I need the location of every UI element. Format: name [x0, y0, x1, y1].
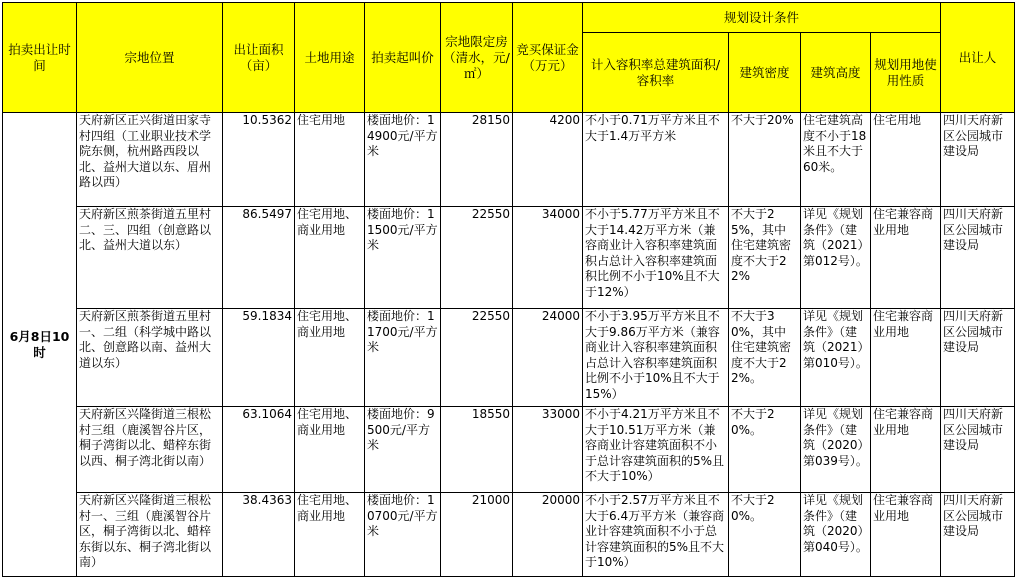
header-location: 宗地位置: [77, 3, 223, 113]
location-cell: 天府新区煎茶街道五里村一、二组（科学城中路以北、创意路以南、益州大道以东）: [77, 309, 223, 407]
nature-cell: 住宅兼容商业用地: [871, 309, 941, 407]
start-price-cell: 楼面地价：11500元/平方米: [365, 207, 441, 309]
usage-cell: 住宅用地: [295, 113, 365, 207]
limit-price-cell: 18550: [441, 407, 513, 493]
seller-cell: 四川天府新区公园城市建设局: [941, 207, 1015, 309]
height-cell: 详见《规划条件》（建筑（2021）第012号）。: [801, 207, 871, 309]
far-cell: 不小于2.57万平方米且不大于6.4万平方米（兼容商业计容建筑面积不小于总计容建筑面积的5%且不大于10%）: [583, 493, 729, 577]
usage-cell: 住宅用地、商业用地: [295, 309, 365, 407]
area-cell: 38.4363: [223, 493, 295, 577]
table-row: [3, 207, 1015, 309]
location-cell: 天府新区兴隆街道三根松村三组（鹿溪智谷片区，桐子湾街以北、蜡梓东街以西、桐子湾北街以南）: [77, 407, 223, 493]
table-row: [3, 309, 1015, 407]
header-deposit: 竞买保证金（万元）: [513, 3, 583, 113]
start-price-cell: 楼面地价：11700元/平方米: [365, 309, 441, 407]
usage-cell: 住宅用地、商业用地: [295, 493, 365, 577]
limit-price-cell: 28150: [441, 113, 513, 207]
deposit-cell: 4200: [513, 113, 583, 207]
header-land-use-nature: 规划用地使用性质: [871, 33, 941, 113]
deposit-cell: 33000: [513, 407, 583, 493]
nature-cell: 住宅用地: [871, 113, 941, 207]
area-cell: 10.5362: [223, 113, 295, 207]
height-cell: 详见《规划条件》（建筑（2020）第040号）。: [801, 493, 871, 577]
limit-price-cell: 22550: [441, 207, 513, 309]
height-cell: 详见《规划条件》（建筑（2021）第010号）。: [801, 309, 871, 407]
seller-cell: 四川天府新区公园城市建设局: [941, 493, 1015, 577]
seller-cell: 四川天府新区公园城市建设局: [941, 309, 1015, 407]
start-price-cell: 楼面地价：9500元/平方米: [365, 407, 441, 493]
height-cell: 详见《规划条件》（建筑（2020）第039号）。: [801, 407, 871, 493]
header-density: 建筑密度: [729, 33, 801, 113]
header-area: 出让面积（亩）: [223, 3, 295, 113]
deposit-cell: 34000: [513, 207, 583, 309]
start-price-cell: 楼面地价：10700元/平方米: [365, 493, 441, 577]
density-cell: 不大于20%。: [729, 407, 801, 493]
area-cell: 59.1834: [223, 309, 295, 407]
header-height: 建筑高度: [801, 33, 871, 113]
land-auction-table: [2, 2, 1015, 577]
far-cell: 不小于3.95万平方米且不大于9.86万平方米（兼容商业计入容积率建筑面积占总计入容积率建筑面积比例不小于10%且不大于15%）: [583, 309, 729, 407]
usage-cell: 住宅用地、商业用地: [295, 407, 365, 493]
header-limit-price: 宗地限定房（清水，元/㎡）: [441, 3, 513, 113]
header-far: 计入容积率总建筑面积/容积率: [583, 33, 729, 113]
area-cell: 86.5497: [223, 207, 295, 309]
header-planning-conditions: 规划设计条件: [583, 3, 941, 33]
location-cell: 天府新区兴隆街道三根松村一、三组（鹿溪智谷片区，桐子湾街以北、蜡梓东街以东、桐子湾北街以南）: [77, 493, 223, 577]
limit-price-cell: 21000: [441, 493, 513, 577]
nature-cell: 住宅兼容商业用地: [871, 207, 941, 309]
far-cell: 不小于0.71万平方米且不大于1.4万平方米: [583, 113, 729, 207]
table-row: [3, 493, 1015, 577]
far-cell: 不小于4.21万平方米且不大于10.51万平方米（兼容商业计容建筑面积不小于总计容建筑面积的5%且不大于10%）: [583, 407, 729, 493]
usage-cell: 住宅用地、商业用地: [295, 207, 365, 309]
density-cell: 不大于20%。: [729, 493, 801, 577]
density-cell: 不大于20%: [729, 113, 801, 207]
header-start-price: 拍卖起叫价: [365, 3, 441, 113]
far-cell: 不小于5.77万平方米且不大于14.42万平方米（兼容商业计入容积率建筑面积占总计入容积率建筑面积比例不小于10%且不大于12%）: [583, 207, 729, 309]
table-row: [3, 113, 1015, 207]
density-cell: 不大于25%，其中住宅建筑密度不大于22%: [729, 207, 801, 309]
location-cell: 天府新区煎茶街道五里村二、三、四组（创意路以北、益州大道以东）: [77, 207, 223, 309]
header-seller: 出让人: [941, 3, 1015, 113]
seller-cell: 四川天府新区公园城市建设局: [941, 113, 1015, 207]
nature-cell: 住宅兼容商业用地: [871, 493, 941, 577]
seller-cell: 四川天府新区公园城市建设局: [941, 407, 1015, 493]
density-cell: 不大于30%，其中住宅建筑密度不大于22%。: [729, 309, 801, 407]
nature-cell: 住宅兼容商业用地: [871, 407, 941, 493]
start-price-cell: 楼面地价：14900元/平方米: [365, 113, 441, 207]
area-cell: 63.1064: [223, 407, 295, 493]
deposit-cell: 24000: [513, 309, 583, 407]
limit-price-cell: 22550: [441, 309, 513, 407]
header-usage: 土地用途: [295, 3, 365, 113]
header-auction-time: 拍卖出让时间: [3, 3, 77, 113]
height-cell: 住宅建筑高度不小于18米且不大于60米。: [801, 113, 871, 207]
auction-time-cell: 6月8日10时: [3, 113, 77, 577]
location-cell: 天府新区正兴街道田家寺村四组（工业职业技术学院东侧，杭州路西段以北、益州大道以东、眉州路以西）: [77, 113, 223, 207]
deposit-cell: 20000: [513, 493, 583, 577]
table-row: [3, 407, 1015, 493]
